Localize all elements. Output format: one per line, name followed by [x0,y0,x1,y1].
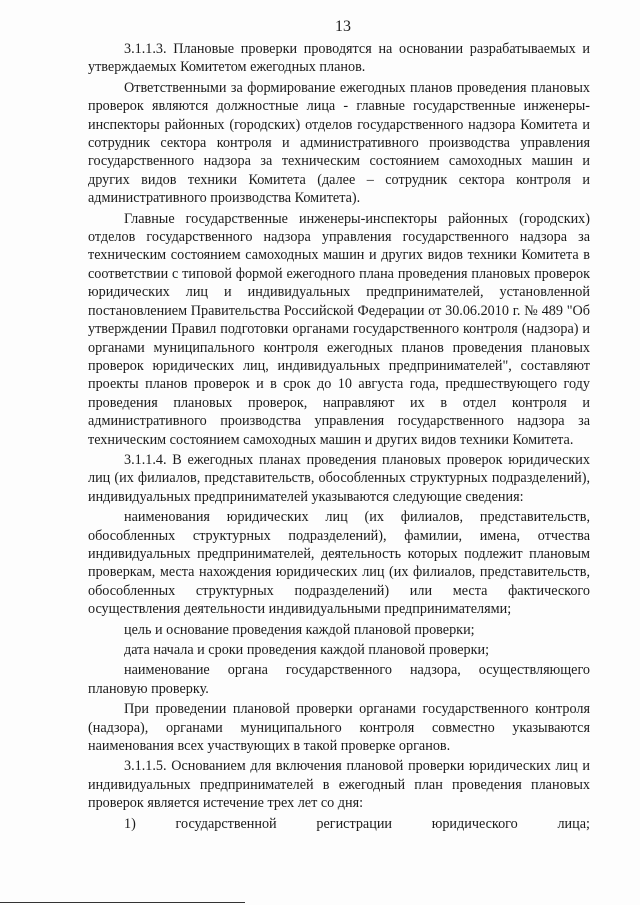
footnote-divider [0,902,245,903]
page-number: 13 [335,18,351,35]
word: государственной [175,815,277,832]
list-item-dates: дата начала и сроки проведения каждой плановой проверки; [124,642,490,658]
paragraph-joint-inspection: При проведении плановой проверки органами государственного контроля (надзора), органами муниципального контроля совместно указываются наименования всех участвующих в такой проверке органов. [88,701,590,755]
list-item-names: наименования юридических лиц (их филиалов, представительств, обособленных структурных подразделений), фамилии, имена, отчества индивидуальных предпринимателей, деятельность которых подлежит плановым проверкам, места нахождения юридических лиц (их филиалов, представительств, обособленных структурных подразделений) или места фактического осуществления деятельности индивидуальными предпринимателями; [88,509,590,618]
paragraph-chief-inspectors: Главные государственные инженеры-инспекторы районных (городских) отделов государственного надзора управления государственного надзора за техническим состоянием самоходных машин и других видов техники Комитета в соответствии с типовой формой ежегодного плана проведения плановых проверок юридических лиц и индивидуальных предпринимателей, установленной постановлением Правительства Российской Федерации от 30.06.2010 г. № 489 "Об утверждении Правил подготовки органами государственного контроля (надзора) и органами муниципального контроля ежегодных планов проведения плановых проверок юридических лиц, индивидуальных предпринимателей", составляют проекты планов проверок и в срок до 10 августа года, предшествующего году проведения плановых проверок, направляют их в отдел контроля и административного производства управления государственного надзора за техническим состоянием самоходных машин и других видов техники Комитета. [88,210,590,448]
list-item-purpose: цель и основание проведения каждой плановой проверки; [124,621,475,638]
list-item-authority: наименование органа государственного надзора, осуществляющего плановую проверку. [88,662,590,697]
word: юридического [431,815,518,832]
word: регистрации [316,815,393,832]
list-item-registration [88,815,590,833]
paragraph-3-1-1-4: 3.1.1.4. В ежегодных планах проведения плановых проверок юридических лиц (их филиалов, представительств, обособленных структурных подразделений), индивидуальных предпринимателей указываются следующие сведения: [88,451,590,505]
paragraph-3-1-1-5: 3.1.1.5. Основанием для включения плановой проверки юридических лиц и индивидуальных предпринимателей в ежегодный план проведения плановых проверок является истечение трех лет со дня: [88,758,590,812]
paragraph-responsible-persons: Ответственными за формирование ежегодных планов проведения плановых проверок являются должностные лица - главные государственные инженеры-инспекторы районных (городских) отделов государственного надзора Комитета и сотрудник сектора контроля и административного производства управления государственного надзора за техническим состоянием самоходных машин и других видов техники Комитета (далее – сотрудник сектора контроля и административного производства Комитета). [88,79,590,207]
list-number: 1) [124,815,136,832]
paragraph-3-1-1-3: 3.1.1.3. Плановые проверки проводятся на основании разрабатываемых и утверждаемых Комитетом ежегодных планов. [88,41,590,76]
word: лица; [557,815,590,832]
